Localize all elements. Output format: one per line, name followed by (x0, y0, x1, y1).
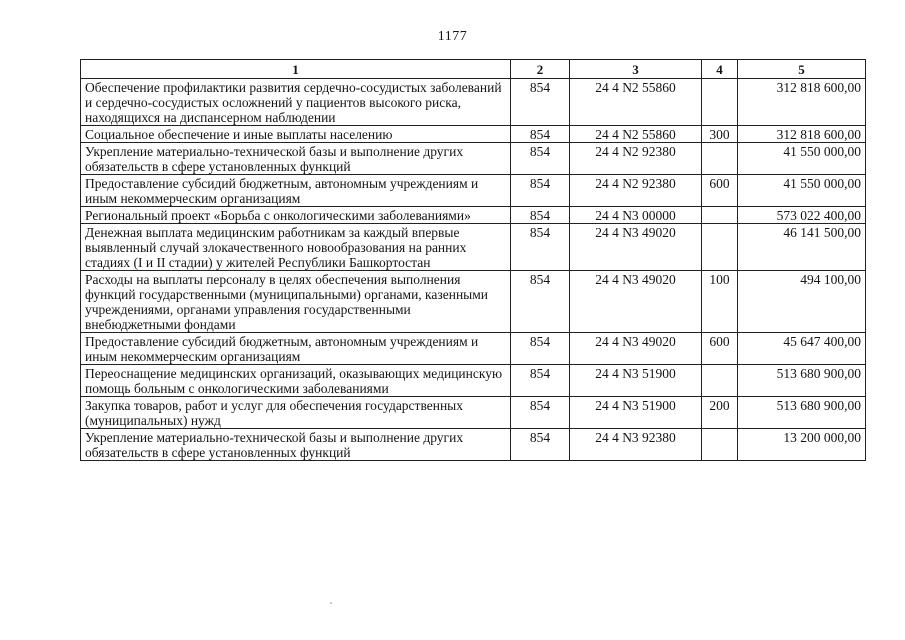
amount-cell: 41 550 000,00 (738, 175, 866, 207)
item-name-cell: Укрепление материально-технической базы и выполнение других обязательств в сфере установленных функций (81, 143, 511, 175)
amount-cell: 494 100,00 (738, 271, 866, 333)
expense-type-cell (702, 207, 738, 224)
expense-type-cell (702, 365, 738, 397)
table-row (81, 79, 866, 126)
item-name-cell: Денежная выплата медицинским работникам за каждый впервые выявленный случай злокачественного новообразования на ранних стадиях (I и II стадии) у жителей Республики Башкортостан (81, 224, 511, 271)
amount-cell: 513 680 900,00 (738, 365, 866, 397)
header-cell: 1 (81, 60, 511, 79)
ministry-code-cell: 854 (511, 271, 570, 333)
item-name-cell: Предоставление субсидий бюджетным, автономным учреждениям и иным некоммерческим организациям (81, 333, 511, 365)
table-row (81, 143, 866, 175)
ministry-code-cell: 854 (511, 79, 570, 126)
ministry-code-cell: 854 (511, 333, 570, 365)
ministry-code-cell: 854 (511, 397, 570, 429)
table-row (81, 397, 866, 429)
target-article-cell: 24 4 N3 49020 (570, 333, 702, 365)
expense-type-cell: 300 (702, 126, 738, 143)
target-article-cell: 24 4 N2 55860 (570, 79, 702, 126)
amount-cell: 573 022 400,00 (738, 207, 866, 224)
budget-table (80, 59, 866, 461)
table-row (81, 365, 866, 397)
ministry-code-cell: 854 (511, 365, 570, 397)
table-row (81, 271, 866, 333)
header-cell: 4 (702, 60, 738, 79)
amount-cell: 312 818 600,00 (738, 79, 866, 126)
expense-type-cell: 200 (702, 397, 738, 429)
table-row (81, 207, 866, 224)
item-name-cell: Социальное обеспечение и иные выплаты населению (81, 126, 511, 143)
expense-type-cell: 100 (702, 271, 738, 333)
expense-type-cell (702, 429, 738, 461)
header-cell: 3 (570, 60, 702, 79)
target-article-cell: 24 4 N3 49020 (570, 271, 702, 333)
ministry-code-cell: 854 (511, 175, 570, 207)
target-article-cell: 24 4 N3 92380 (570, 429, 702, 461)
item-name-cell: Закупка товаров, работ и услуг для обеспечения государственных (муниципальных) нужд (81, 397, 511, 429)
scan-speck (330, 602, 332, 604)
expense-type-cell: 600 (702, 175, 738, 207)
ministry-code-cell: 854 (511, 126, 570, 143)
ministry-code-cell: 854 (511, 429, 570, 461)
amount-cell: 312 818 600,00 (738, 126, 866, 143)
amount-cell: 513 680 900,00 (738, 397, 866, 429)
item-name-cell: Обеспечение профилактики развития сердечно-сосудистых заболеваний и сердечно-сосудистых осложнений у пациентов высокого риска, находящихся на диспансерном наблюдении (81, 79, 511, 126)
item-name-cell: Региональный проект «Борьба с онкологическими заболеваниями» (81, 207, 511, 224)
table-row (81, 429, 866, 461)
amount-cell: 45 647 400,00 (738, 333, 866, 365)
item-name-cell: Предоставление субсидий бюджетным, автономным учреждениям и иным некоммерческим организациям (81, 175, 511, 207)
expense-type-cell (702, 79, 738, 126)
amount-cell: 41 550 000,00 (738, 143, 866, 175)
expense-type-cell (702, 143, 738, 175)
target-article-cell: 24 4 N2 92380 (570, 175, 702, 207)
amount-cell: 46 141 500,00 (738, 224, 866, 271)
item-name-cell: Укрепление материально-технической базы и выполнение других обязательств в сфере установленных функций (81, 429, 511, 461)
target-article-cell: 24 4 N2 55860 (570, 126, 702, 143)
target-article-cell: 24 4 N3 51900 (570, 397, 702, 429)
item-name-cell: Переоснащение медицинских организаций, оказывающих медицинскую помощь больным с онкологическими заболеваниями (81, 365, 511, 397)
target-article-cell: 24 4 N3 00000 (570, 207, 702, 224)
table-row (81, 333, 866, 365)
table-row (81, 126, 866, 143)
expense-type-cell (702, 224, 738, 271)
header-row (81, 60, 866, 79)
target-article-cell: 24 4 N3 49020 (570, 224, 702, 271)
ministry-code-cell: 854 (511, 143, 570, 175)
header-cell: 2 (511, 60, 570, 79)
ministry-code-cell: 854 (511, 207, 570, 224)
table-row (81, 175, 866, 207)
table-row (81, 224, 866, 271)
ministry-code-cell: 854 (511, 224, 570, 271)
expense-type-cell: 600 (702, 333, 738, 365)
target-article-cell: 24 4 N2 92380 (570, 143, 702, 175)
page-number: 1177 (437, 29, 468, 44)
target-article-cell: 24 4 N3 51900 (570, 365, 702, 397)
header-cell: 5 (738, 60, 866, 79)
item-name-cell: Расходы на выплаты персоналу в целях обеспечения выполнения функций государственными (муниципальными) органами, казенными учреждениями, органами управления государственными внебюджетными фондами (81, 271, 511, 333)
amount-cell: 13 200 000,00 (738, 429, 866, 461)
